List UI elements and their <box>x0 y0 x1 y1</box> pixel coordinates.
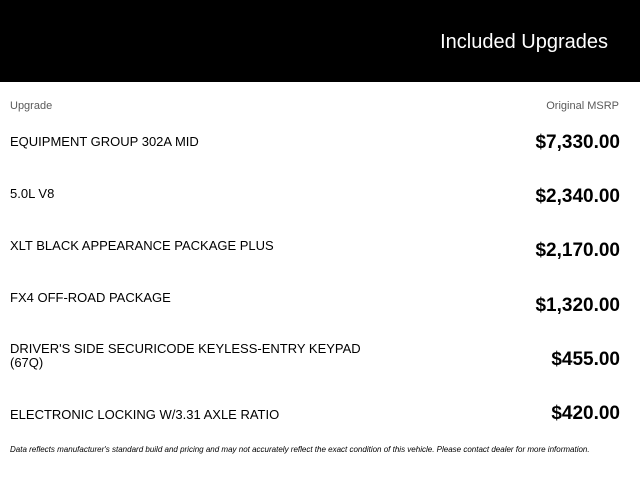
table-row <box>0 182 640 236</box>
table-row <box>0 128 640 182</box>
table-row <box>0 396 640 450</box>
upgrade-name: ELECTRONIC LOCKING W/3.31 AXLE RATIO <box>10 407 280 422</box>
table-row <box>0 290 640 344</box>
header-bar <box>0 0 640 82</box>
column-header-upgrade: Upgrade <box>10 100 53 112</box>
upgrade-name: FX4 OFF-ROAD PACKAGE <box>10 290 171 305</box>
upgrade-name: DRIVER'S SIDE SECURICODE KEYLESS-ENTRY KEYPAD (67Q) <box>10 341 361 370</box>
upgrade-price: $7,330.00 <box>535 132 620 153</box>
column-header-msrp: Original MSRP <box>546 100 619 112</box>
upgrade-price: $420.00 <box>551 403 620 424</box>
upgrade-price: $455.00 <box>551 349 620 370</box>
upgrade-price: $2,340.00 <box>535 186 620 207</box>
page-title: Included Upgrades <box>440 31 608 53</box>
disclaimer-footnote: Data reflects manufacturer's standard build and pricing and may not accurately reflect the exact condition of this vehicle. Please contact dealer for more information. <box>10 445 590 454</box>
table-row <box>0 342 640 396</box>
upgrade-name: XLT BLACK APPEARANCE PACKAGE PLUS <box>10 238 274 253</box>
upgrade-price: $2,170.00 <box>535 240 620 261</box>
upgrade-name: 5.0L V8 <box>10 186 55 201</box>
upgrade-name: EQUIPMENT GROUP 302A MID <box>10 134 199 149</box>
table-row <box>0 236 640 290</box>
upgrade-price: $1,320.00 <box>535 295 620 316</box>
